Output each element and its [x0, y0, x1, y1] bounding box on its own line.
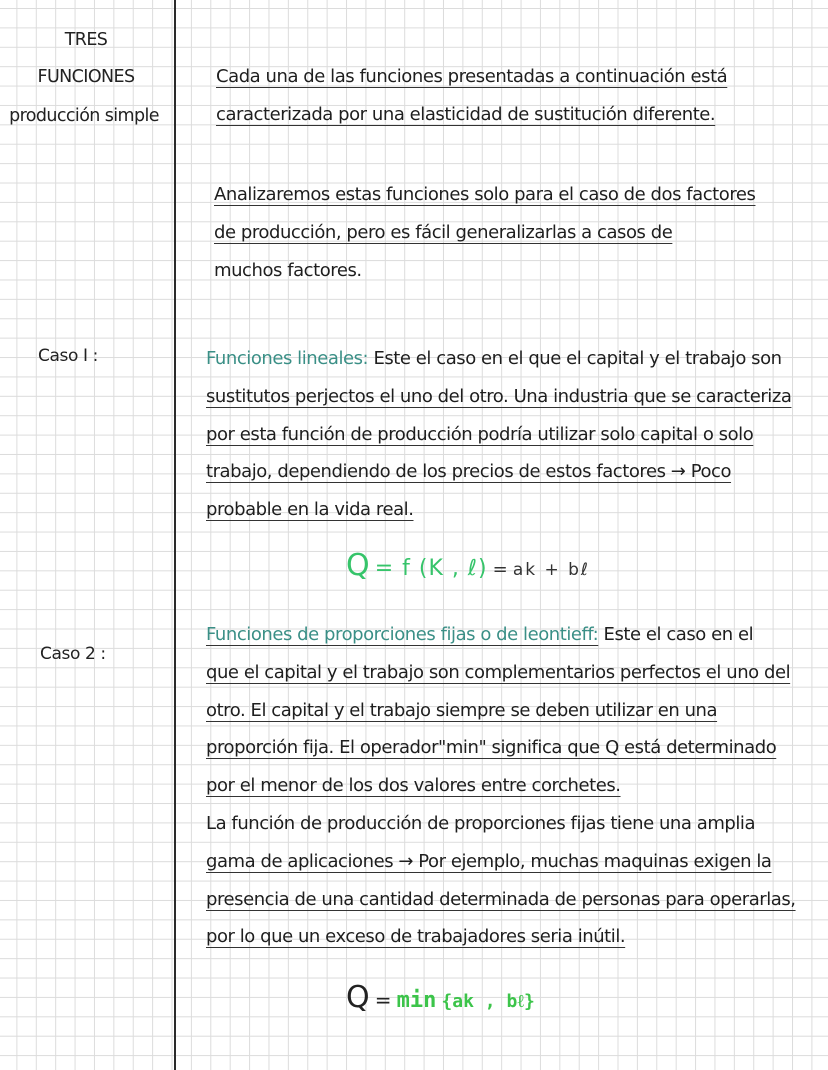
scope-line: Analizaremos estas funciones solo para el caso de dos factores [214, 184, 756, 205]
case-2-line: por el menor de los dos valores entre corchetes. [206, 775, 621, 797]
title-line-1: TRES [64, 30, 108, 50]
formula-equals: = [492, 559, 508, 580]
case-2-line: proporción fija. El operador"min" significa que Q está determinado [206, 737, 777, 759]
formula-min: min [396, 988, 437, 1013]
formula-rhs: ak + bℓ [512, 560, 590, 580]
formula-equals: = [374, 988, 392, 1012]
linear-formula [346, 548, 590, 583]
case-2-line: presencia de una cantidad determinada de personas para operarlas, [206, 888, 796, 910]
scope-line: de producción, pero es fácil generalizarlas a casos de [214, 221, 673, 243]
case-1-line: trabajo, dependiendo de los precios de estos factores → Poco [206, 461, 732, 483]
formula-args: {ak , bℓ} [441, 991, 535, 1012]
case-2-line: que el capital y el trabajo son complementarios perfectos el uno del [206, 661, 791, 683]
margin-divider [174, 0, 176, 1070]
case-1-line: por esta función de producción podría utilizar solo capital o solo [206, 423, 754, 445]
intro-line: Cada una de las funciones presentadas a continuación está [216, 66, 728, 87]
case-2-line: por lo que un exceso de trabajadores seria inútil. [206, 926, 626, 948]
scope-paragraph [214, 176, 755, 289]
case-2-line: otro. El capital y el trabajo siempre se deben utilizar en una [206, 699, 718, 721]
scope-line: muchos factores. [214, 259, 362, 281]
case-2-line: La función de producción de proporciones fijas tiene una amplia [206, 812, 756, 834]
case-1-paragraph [206, 340, 791, 529]
case-2-label: Caso 2 : [40, 644, 106, 664]
intro-line: caracterizada por una elasticidad de sustitución diferente. [216, 103, 716, 125]
case-1-line: probable en la vida real. [206, 499, 414, 521]
case-2-first-line: Este el caso en el [598, 624, 754, 645]
title-line-3: producción simple [9, 106, 159, 126]
formula-q: Q [346, 548, 370, 583]
case-2-line: gama de aplicaciones → Por ejemplo, muchas maquinas exigen la [206, 850, 772, 872]
case-1-first-line: Este el caso en el que el capital y el trabajo son [368, 348, 782, 369]
case-2-heading: Funciones de proporciones fijas o de leontieff: [206, 624, 599, 645]
case-1-label: Caso I : [38, 346, 98, 366]
case-2-paragraph [206, 616, 796, 956]
case-1-line: sustitutos perjectos el uno del otro. Una industria que se caracteriza [206, 385, 792, 407]
intro-paragraph [216, 58, 727, 134]
leontief-formula [346, 980, 535, 1015]
title-line-2: FUNCIONES [37, 67, 135, 87]
case-1-heading: Funciones lineales: [206, 348, 369, 369]
formula-q: Q [346, 980, 370, 1015]
formula-lhs: = f (K , ℓ) [374, 556, 488, 581]
